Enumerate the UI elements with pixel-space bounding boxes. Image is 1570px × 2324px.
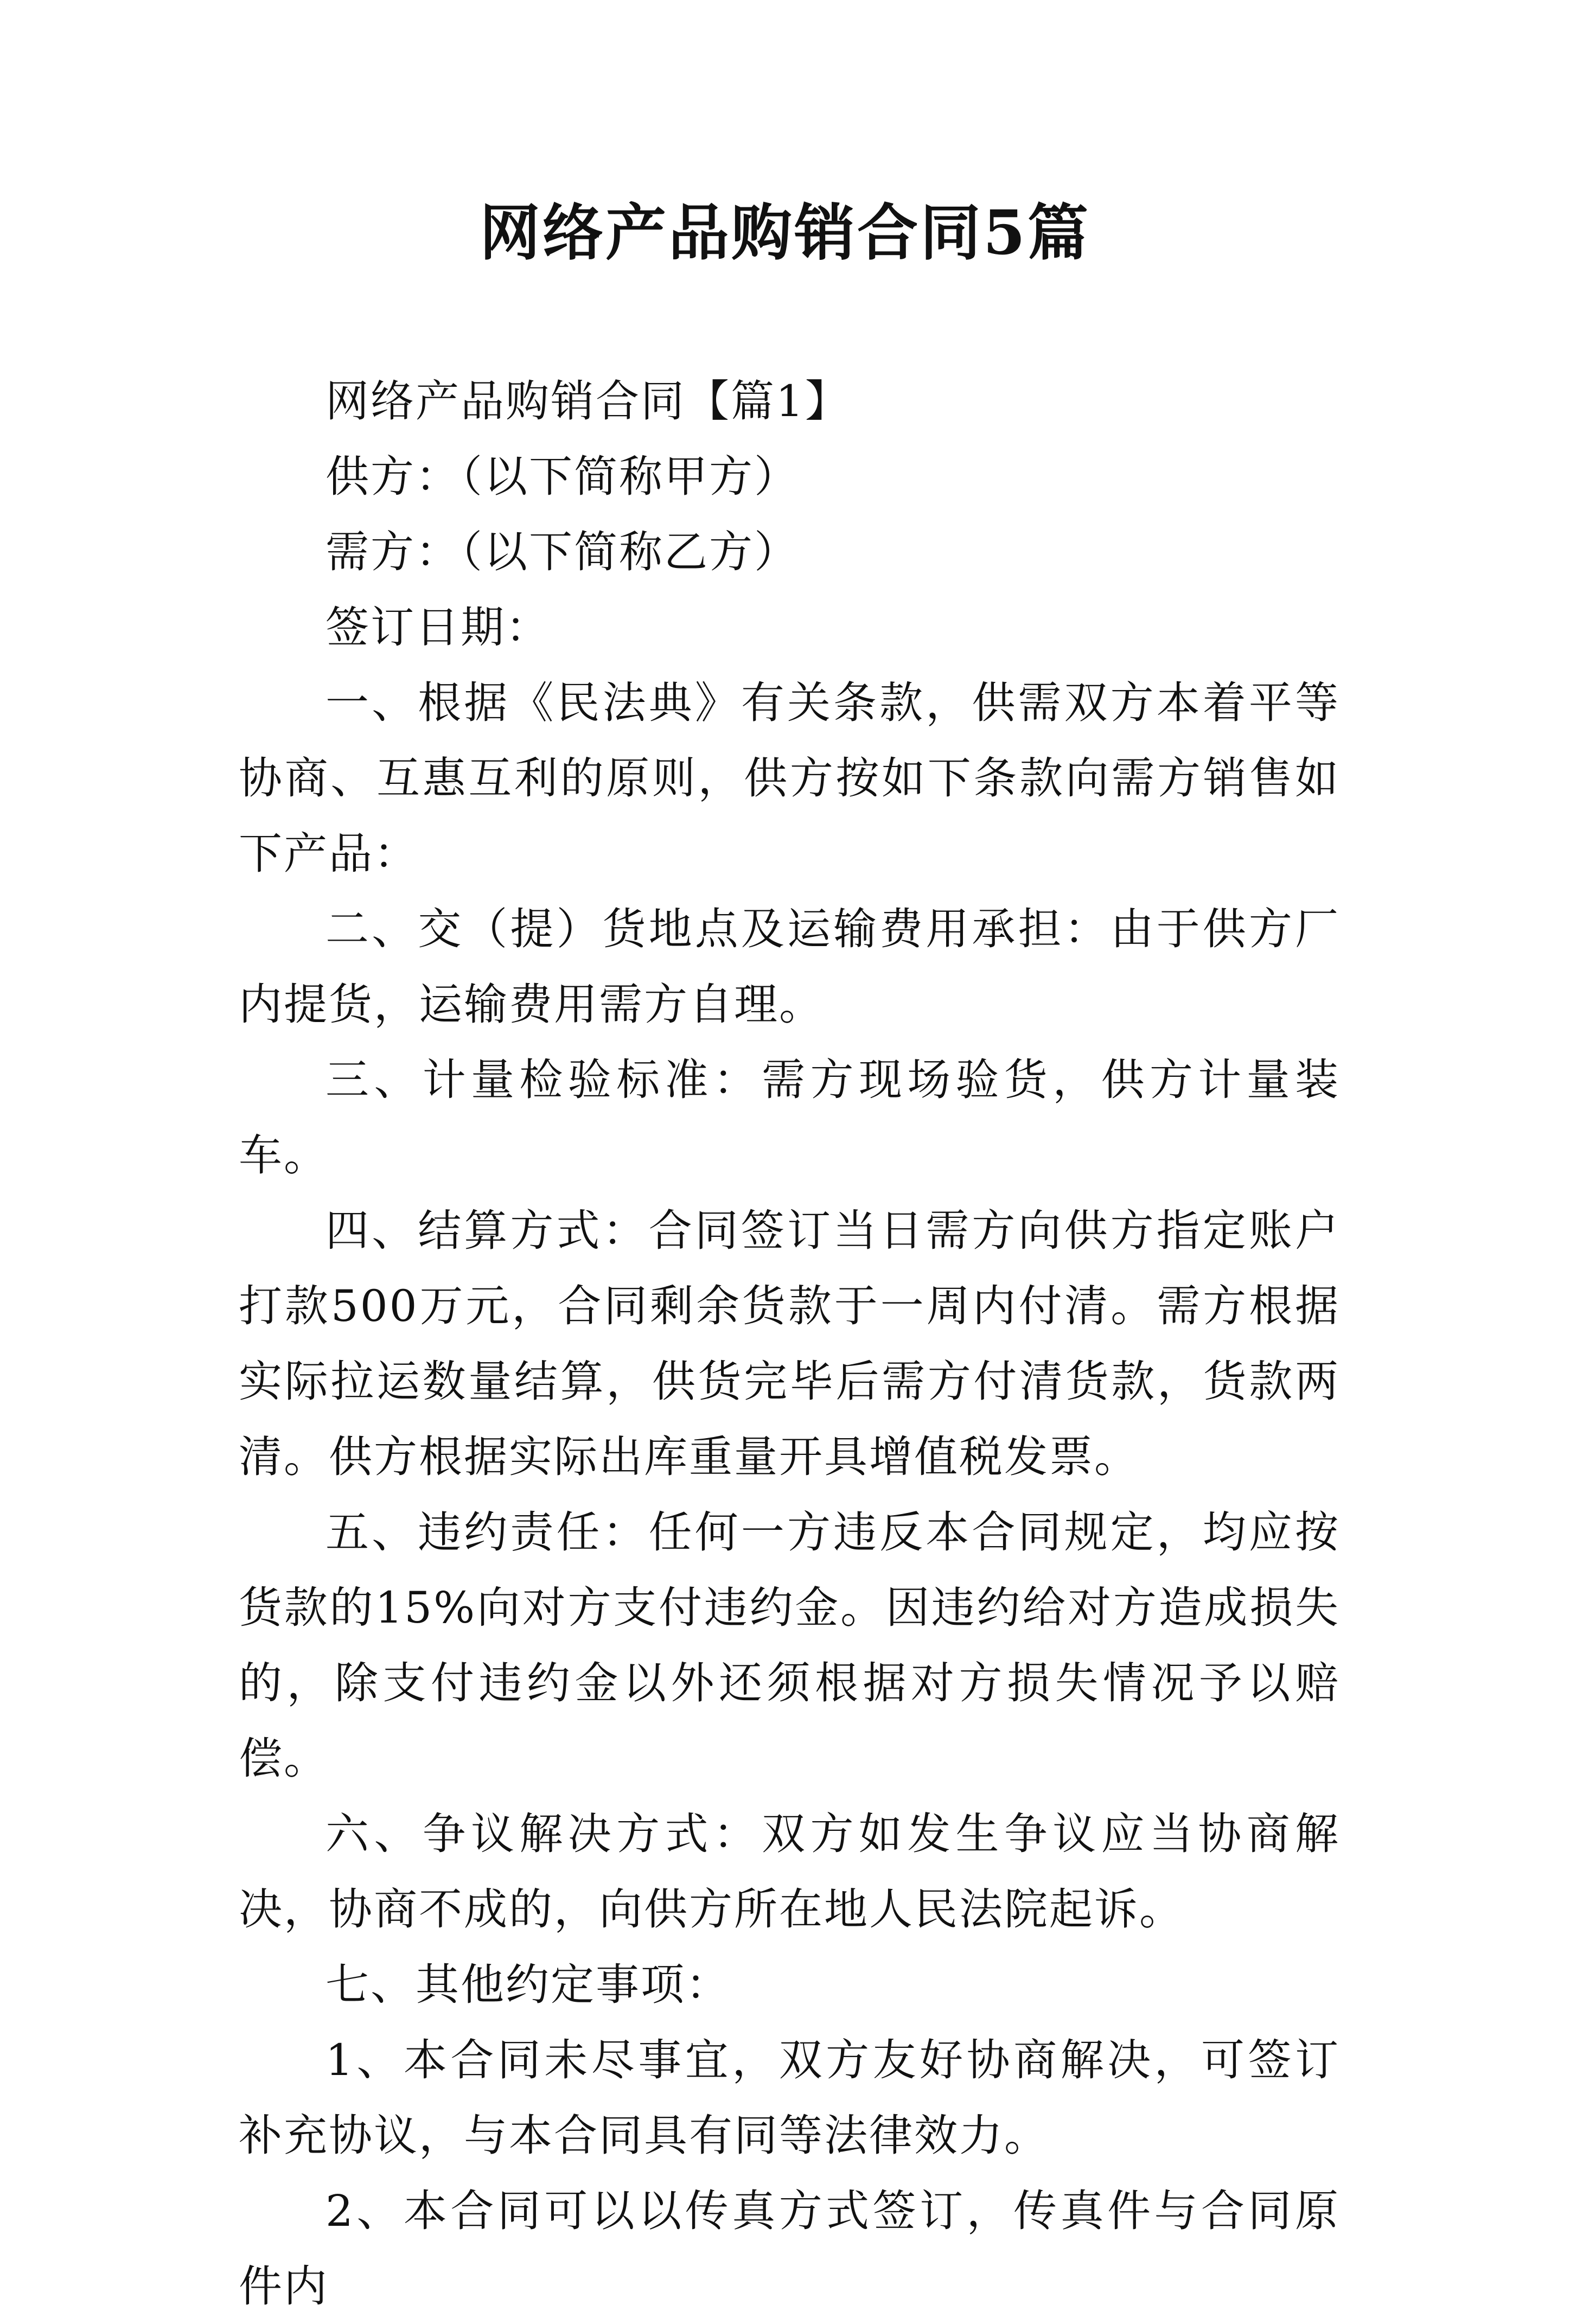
supplier-line: 供方：（以下简称甲方）	[326, 451, 799, 502]
clause-6: 六、争议解决方式：双方如发生争议应当协商解决，协商不成的，向供方所在地人民法院起诉。	[239, 1809, 1340, 1934]
document-title: 网络产品购销合同5篇	[480, 197, 1090, 269]
clause-7-item-1: 1、本合同未尽事宜，双方友好协商解决，可签订补充协议，与本合同具有同等法律效力。	[239, 2035, 1340, 2161]
clause-5: 五、违约责任：任何一方违反本合同规定，均应按货款的15%向对方支付违约金。因违约给对方造成损失的，除支付违约金以外还须根据对方损失情况予以赔偿。	[239, 1507, 1340, 1784]
clause-2: 二、交（提）货地点及运输费用承担：由于供方厂内提货，运输费用需方自理。	[239, 904, 1340, 1030]
clause-3: 三、计量检验标准：需方现场验货，供方计量装车。	[239, 1055, 1340, 1180]
signing-date-line: 签订日期：	[326, 602, 551, 653]
clause-1: 一、根据《民法典》有关条款，供需双方本着平等协商、互惠互利的原则，供方按如下条款向需方销售如下产品：	[239, 678, 1340, 879]
clause-4: 四、结算方式：合同签订当日需方向供方指定账户打款500万元，合同剩余货款于一周内付清。需方根据实际拉运数量结算，供货完毕后需方付清货款，货款两清。供方根据实际出库重量开具增值税发票。	[239, 1205, 1340, 1482]
contract-heading: 网络产品购销合同【篇1】	[326, 376, 850, 426]
clause-7-item-2: 2、本合同可以以传真方式签订，传真件与合同原件内	[239, 2186, 1340, 2312]
buyer-line: 需方：（以下简称乙方）	[326, 527, 799, 577]
document-body	[239, 363, 1340, 2324]
clause-7: 七、其他约定事项：	[326, 1959, 731, 2010]
